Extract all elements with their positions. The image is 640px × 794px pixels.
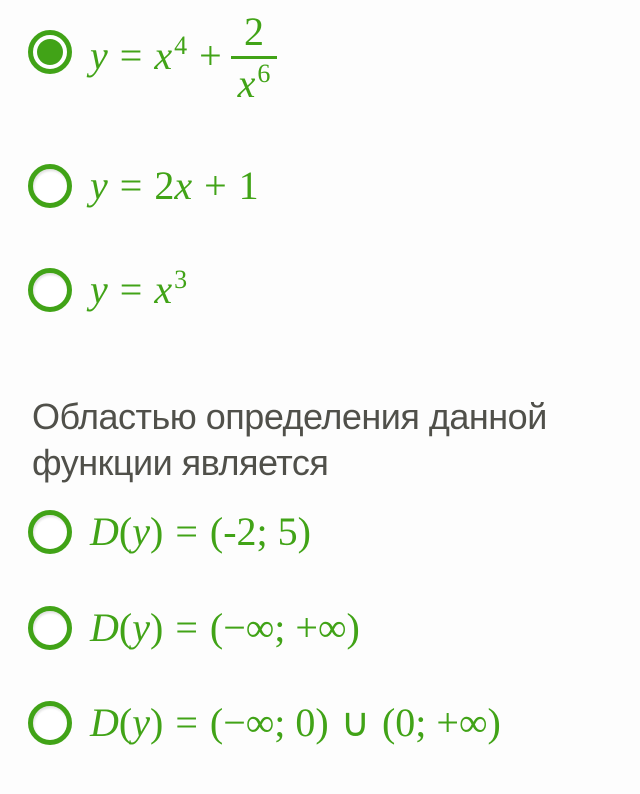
math-token: ∪ xyxy=(340,700,370,745)
math-token: x xyxy=(154,267,173,312)
math-token: (0; +∞) xyxy=(381,700,501,745)
fraction-denominator: x6 xyxy=(237,59,271,106)
math-token: D xyxy=(90,605,119,650)
math-token: y xyxy=(132,605,150,650)
formula: y = x4 + $\frac{2}{x6}$ xyxy=(90,12,270,108)
math-token: = xyxy=(175,509,198,554)
prompt-text: Областью определения данной функции является xyxy=(32,396,547,483)
radio-unselected-icon[interactable] xyxy=(28,701,72,745)
math-token: D xyxy=(90,700,119,745)
option-domain-minus2-5[interactable] xyxy=(28,508,640,556)
math-token: + xyxy=(199,33,222,79)
math-token: = xyxy=(119,33,143,79)
math-token: = xyxy=(175,605,198,650)
formula xyxy=(90,604,360,652)
domain-options-radiogroup xyxy=(28,508,640,747)
formula: y = x3 xyxy=(90,265,188,312)
fraction-bar xyxy=(231,56,278,59)
math-token: ( xyxy=(118,700,133,745)
radio-unselected-icon[interactable] xyxy=(28,606,72,650)
math-token: x xyxy=(237,61,256,106)
option-y-equals-x4-plus-2-over-x6[interactable] xyxy=(28,9,640,108)
function-options-radiogroup xyxy=(28,9,640,314)
math-token: (−∞; 0) xyxy=(209,700,329,745)
option-y-equals-2x-plus-1[interactable] xyxy=(28,162,640,210)
math-token: ( xyxy=(118,509,133,554)
math-token: x xyxy=(174,163,193,208)
option-y-equals-x3[interactable] xyxy=(28,266,640,314)
math-token: (−∞; +∞) xyxy=(209,605,360,650)
math-token: y xyxy=(90,267,108,312)
radio-unselected-icon[interactable] xyxy=(28,268,72,312)
math-token: (-2; 5) xyxy=(209,509,311,554)
option-domain-minus-inf-plus-inf[interactable] xyxy=(28,604,640,652)
math-token: D xyxy=(90,509,119,554)
fraction xyxy=(238,10,271,106)
math-token: ) xyxy=(149,509,164,554)
option-domain-union-excluding-zero[interactable] xyxy=(28,699,640,747)
math-token: 1 xyxy=(238,163,259,208)
math-token: = xyxy=(119,267,143,312)
radio-unselected-icon[interactable] xyxy=(28,164,72,208)
math-token: 2 xyxy=(154,163,175,208)
math-token: y xyxy=(132,509,150,554)
math-token: x xyxy=(154,33,173,79)
radio-unselected-icon[interactable] xyxy=(28,510,72,554)
math-token: y xyxy=(90,33,108,79)
formula xyxy=(90,699,501,747)
formula xyxy=(90,162,259,210)
formula xyxy=(90,508,311,556)
math-token: + xyxy=(204,163,227,208)
math-token: 2 xyxy=(244,9,265,54)
math-token: ) xyxy=(149,700,164,745)
math-token: ) xyxy=(149,605,164,650)
fraction-numerator xyxy=(244,10,264,54)
math-token: = xyxy=(175,700,198,745)
radio-selected-icon[interactable] xyxy=(28,30,72,74)
math-token: y xyxy=(90,163,108,208)
math-token: = xyxy=(119,163,143,208)
math-token: y xyxy=(132,700,150,745)
math-token: ( xyxy=(118,605,133,650)
quiz-page xyxy=(0,9,640,747)
